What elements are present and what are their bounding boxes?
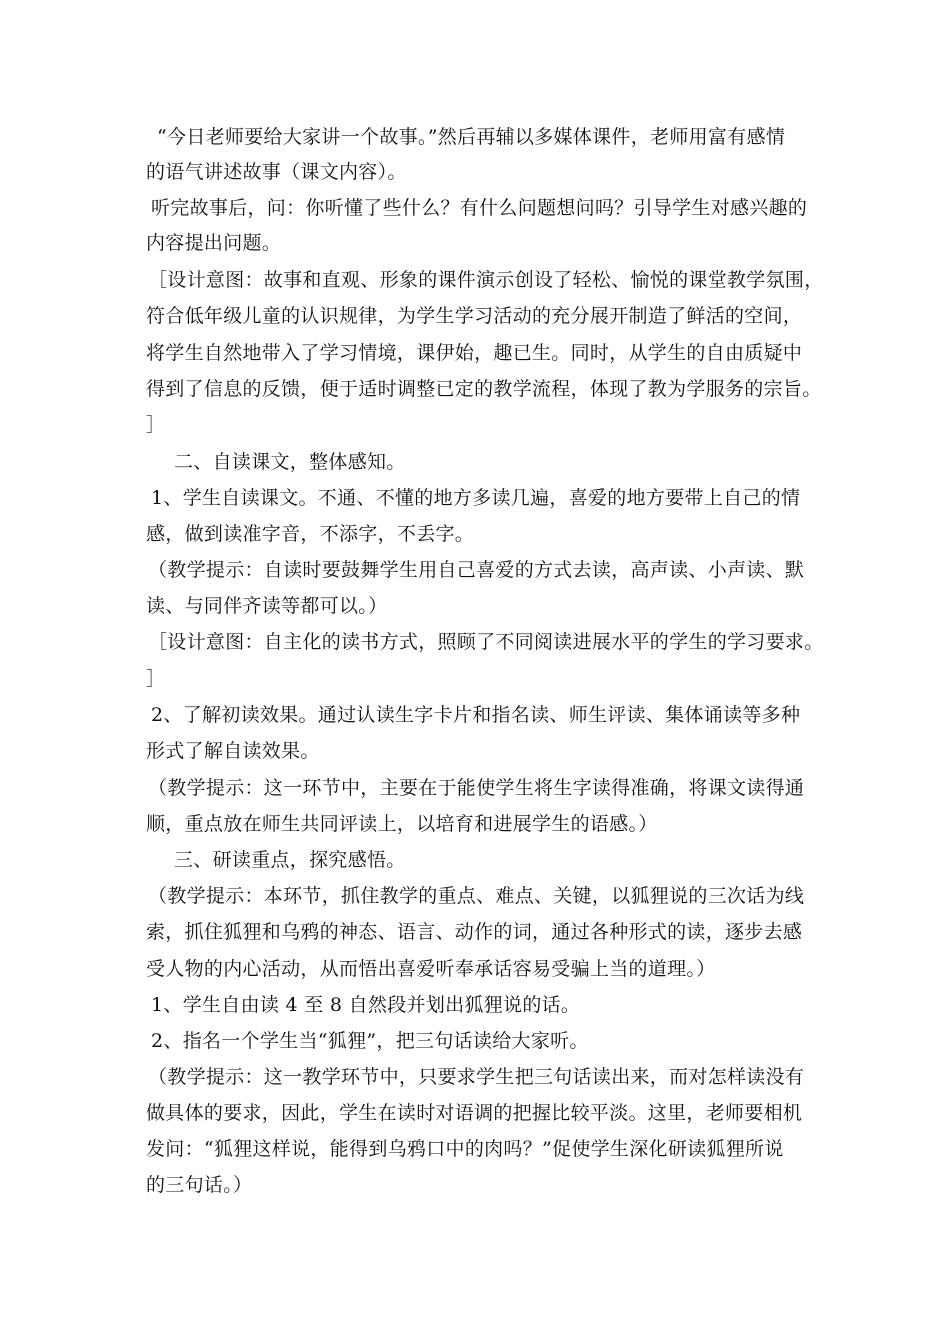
text-line: （教学提示：这一教学环节中，只要求学生把三句话读出来，而对怎样读没有 — [148, 1066, 805, 1088]
text-line: ］ — [146, 414, 166, 436]
text-line: 将学生自然地带入了学习情境，课伊始，趣已生。同时，从学生的自由质疑中 — [146, 342, 803, 364]
text-line: （教学提示：这一环节中，主要在于能使学生将生字读得准确，将课文读得通 — [148, 777, 805, 799]
text-line: （教学提示：本环节，抓住教学的重点、难点、关键，以狐狸说的三次话为线 — [148, 885, 805, 907]
text-line: ［设计意图：自主化的读书方式，照顾了不同阅读进展水平的学生的学习要求。 — [148, 631, 824, 653]
text-line: 形式了解自读效果。 — [146, 740, 320, 762]
text-line: 索，抓住狐狸和乌鸦的神态、语言、动作的词，通过各种形式的读，逐步去感 — [146, 921, 803, 943]
text-line: 符合低年级儿童的认识规律，为学生学习活动的充分展开制造了鲜活的空间， — [146, 305, 803, 327]
text-line: 受人物的内心活动，从而悟出喜爱听奉承话容易受骗上当的道理。） — [146, 958, 716, 980]
text-line: 的语气讲述故事（课文内容）。 — [146, 161, 407, 183]
text-line: 顺，重点放在师生共同评读上，以培育和进展学生的语感。） — [146, 813, 658, 835]
text-line: 内容提出问题。 — [146, 232, 282, 254]
text-line: 读、与同伴齐读等都可以。） — [146, 595, 388, 617]
section-heading: 三、研读重点，探究感悟。 — [174, 849, 406, 871]
text-line: 1、学生自由读 4 至 8 自然段并划出狐狸说的话。 — [151, 994, 581, 1016]
text-line: “今日老师要给大家讲一个故事。”然后再辅以多媒体课件，老师用富有感情 — [157, 126, 786, 148]
text-line: （教学提示：自读时要鼓舞学生用自己喜爱的方式去读，高声读、小声读、默 — [148, 559, 805, 581]
text-line: ］ — [146, 668, 166, 690]
text-line: 感，做到读准字音，不添字，不丢字。 — [146, 523, 475, 545]
text-line: 做具体的要求，因此，学生在读时对语调的把握比较平淡。这里，老师要相机 — [146, 1102, 803, 1124]
text-line: 发问：“狐狸这样说，能得到乌鸦口中的肉吗？”促使学生深化研读狐狸所说 — [146, 1138, 784, 1160]
text-line: 听完故事后，问：你听懂了些什么？有什么问题想问吗？引导学生对感兴趣的 — [151, 197, 808, 219]
text-line: 得到了信息的反馈，便于适时调整已定的教学流程，体现了教为学服务的宗旨。 — [146, 378, 822, 400]
text-line: 的三句话。） — [146, 1174, 253, 1196]
text-line: ［设计意图：故事和直观、形象的课件演示创设了轻松、愉悦的课堂教学氛围， — [148, 269, 824, 291]
section-heading: 二、自读课文，整体感知。 — [174, 451, 406, 473]
text-line: 2、指名一个学生当“狐狸”，把三句话读给大家听。 — [151, 1030, 589, 1052]
text-line: 2、了解初读效果。通过认读生字卡片和指名读、师生评读、集体诵读等多种 — [151, 704, 801, 726]
text-line: 1、学生自读课文。不通、不懂的地方多读几遍，喜爱的地方要带上自己的情 — [151, 487, 801, 509]
